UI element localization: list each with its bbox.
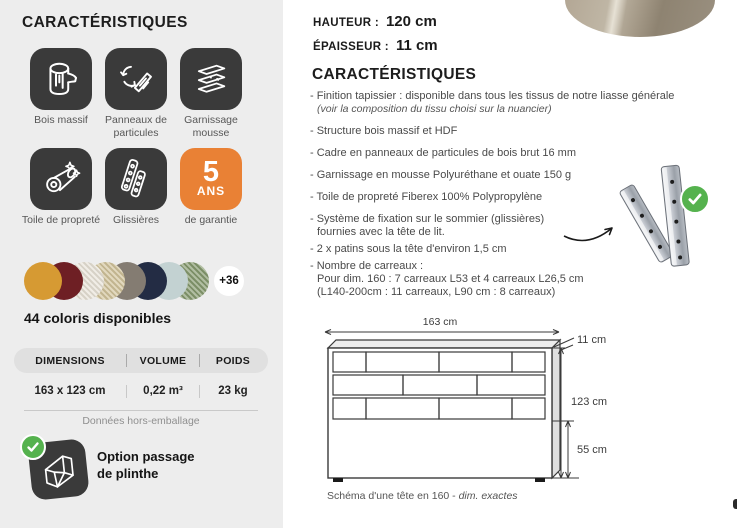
list-item: - Finition tapissier : disponible dans tous les tissus de notre liasse générale (voir la composition du tissu choisi sur la nuancier)	[310, 90, 675, 115]
feature-tile-panneaux	[105, 48, 167, 110]
fabric-swatch	[24, 262, 62, 300]
specs-header-poids: POIDS	[215, 354, 251, 367]
height-label: HAUTEUR :	[313, 17, 379, 29]
list-item: - Toile de propreté Fiberex 100% Polypropylène	[310, 191, 543, 203]
feature-label: Bois massif	[34, 114, 88, 126]
features-panel	[0, 0, 283, 528]
specs-header-volume: VOLUME	[139, 354, 187, 367]
list-item: - Système de fixation sur le sommier (glissières) fournies avec la tête de lit.	[310, 213, 545, 238]
height-value: 120 cm	[385, 13, 437, 30]
divider	[24, 410, 258, 411]
feature-label: Garnissage mousse	[184, 114, 238, 139]
feature-tile-toile	[30, 148, 92, 210]
corner-product-photo	[565, 0, 715, 37]
feature-label: Glissières	[112, 214, 160, 226]
feature-label: Panneaux de particules	[105, 114, 167, 139]
warranty-years: 5	[202, 155, 220, 188]
recycle-plank-icon	[116, 59, 156, 99]
headboard-diagram	[315, 312, 627, 512]
features-title: CARACTÉRISTIQUES	[22, 14, 188, 31]
list-item: - Cadre en panneaux de particules de bois brut 16 mm	[310, 147, 576, 159]
list-item: - 2 x patins sous la tête d'environ 1,5 cm	[310, 243, 507, 255]
check-icon	[680, 184, 710, 214]
fabric-roll-icon	[41, 159, 81, 199]
more-colors-badge: +36	[214, 266, 244, 296]
specs-header-dimensions: DIMENSIONS	[35, 354, 105, 367]
specs-table-header	[14, 348, 268, 373]
specs-table	[14, 348, 268, 427]
warranty-unit: ANS	[196, 184, 226, 199]
specs-footnote: Données hors-emballage	[82, 415, 200, 427]
thickness-value: 11 cm	[395, 37, 438, 54]
characteristics-title: CARACTÉRISTIQUES	[312, 66, 477, 83]
log-icon	[41, 59, 81, 99]
check-icon	[20, 434, 46, 460]
list-item: - Nombre de carreaux : Pour dim. 160 : 7 carreaux L53 et 4 carreaux L26,5 cm (L140-200cm : 11 carreaux, L90 cm : 8 carreaux)	[310, 260, 584, 298]
warranty-label: de garantie	[184, 214, 238, 226]
page-edge-mark	[733, 499, 737, 509]
specs-value-poids: 23 kg	[218, 385, 248, 397]
feature-tile-glissieres	[105, 148, 167, 210]
feature-tile-bois-massif	[30, 48, 92, 110]
diagram-width-label: 163 cm	[422, 316, 458, 328]
specs-table-values	[14, 379, 268, 403]
diagram-height-label: 123 cm	[571, 396, 608, 408]
diagram-lower-height-label: 55 cm	[577, 444, 607, 456]
thickness-spec	[313, 37, 438, 54]
rails-photo	[558, 158, 737, 270]
feature-tile-garnissage	[180, 48, 242, 110]
thickness-label: ÉPAISSEUR :	[313, 41, 389, 53]
foam-layers-icon	[191, 59, 231, 99]
fabric-swatches	[24, 262, 192, 300]
warranty-badge	[180, 148, 242, 210]
feature-label: Toile de propreté	[21, 214, 101, 226]
specs-value-volume: 0,22 m³	[143, 385, 183, 397]
diagram-depth-label: 11 cm	[577, 334, 607, 346]
colors-available-caption: 44 coloris disponibles	[24, 310, 172, 326]
specs-value-dimensions: 163 x 123 cm	[34, 385, 106, 397]
diagram-caption: Schéma d'une tête en 160 - dim. exactes	[327, 490, 518, 502]
height-spec	[313, 13, 437, 30]
rails-icon	[116, 159, 156, 199]
list-item: - Structure bois massif et HDF	[310, 125, 458, 137]
plinth-option-label: Option passage de plinthe	[97, 449, 195, 481]
list-item: - Garnissage en mousse Polyuréthane et ouate 150 g	[310, 169, 572, 181]
